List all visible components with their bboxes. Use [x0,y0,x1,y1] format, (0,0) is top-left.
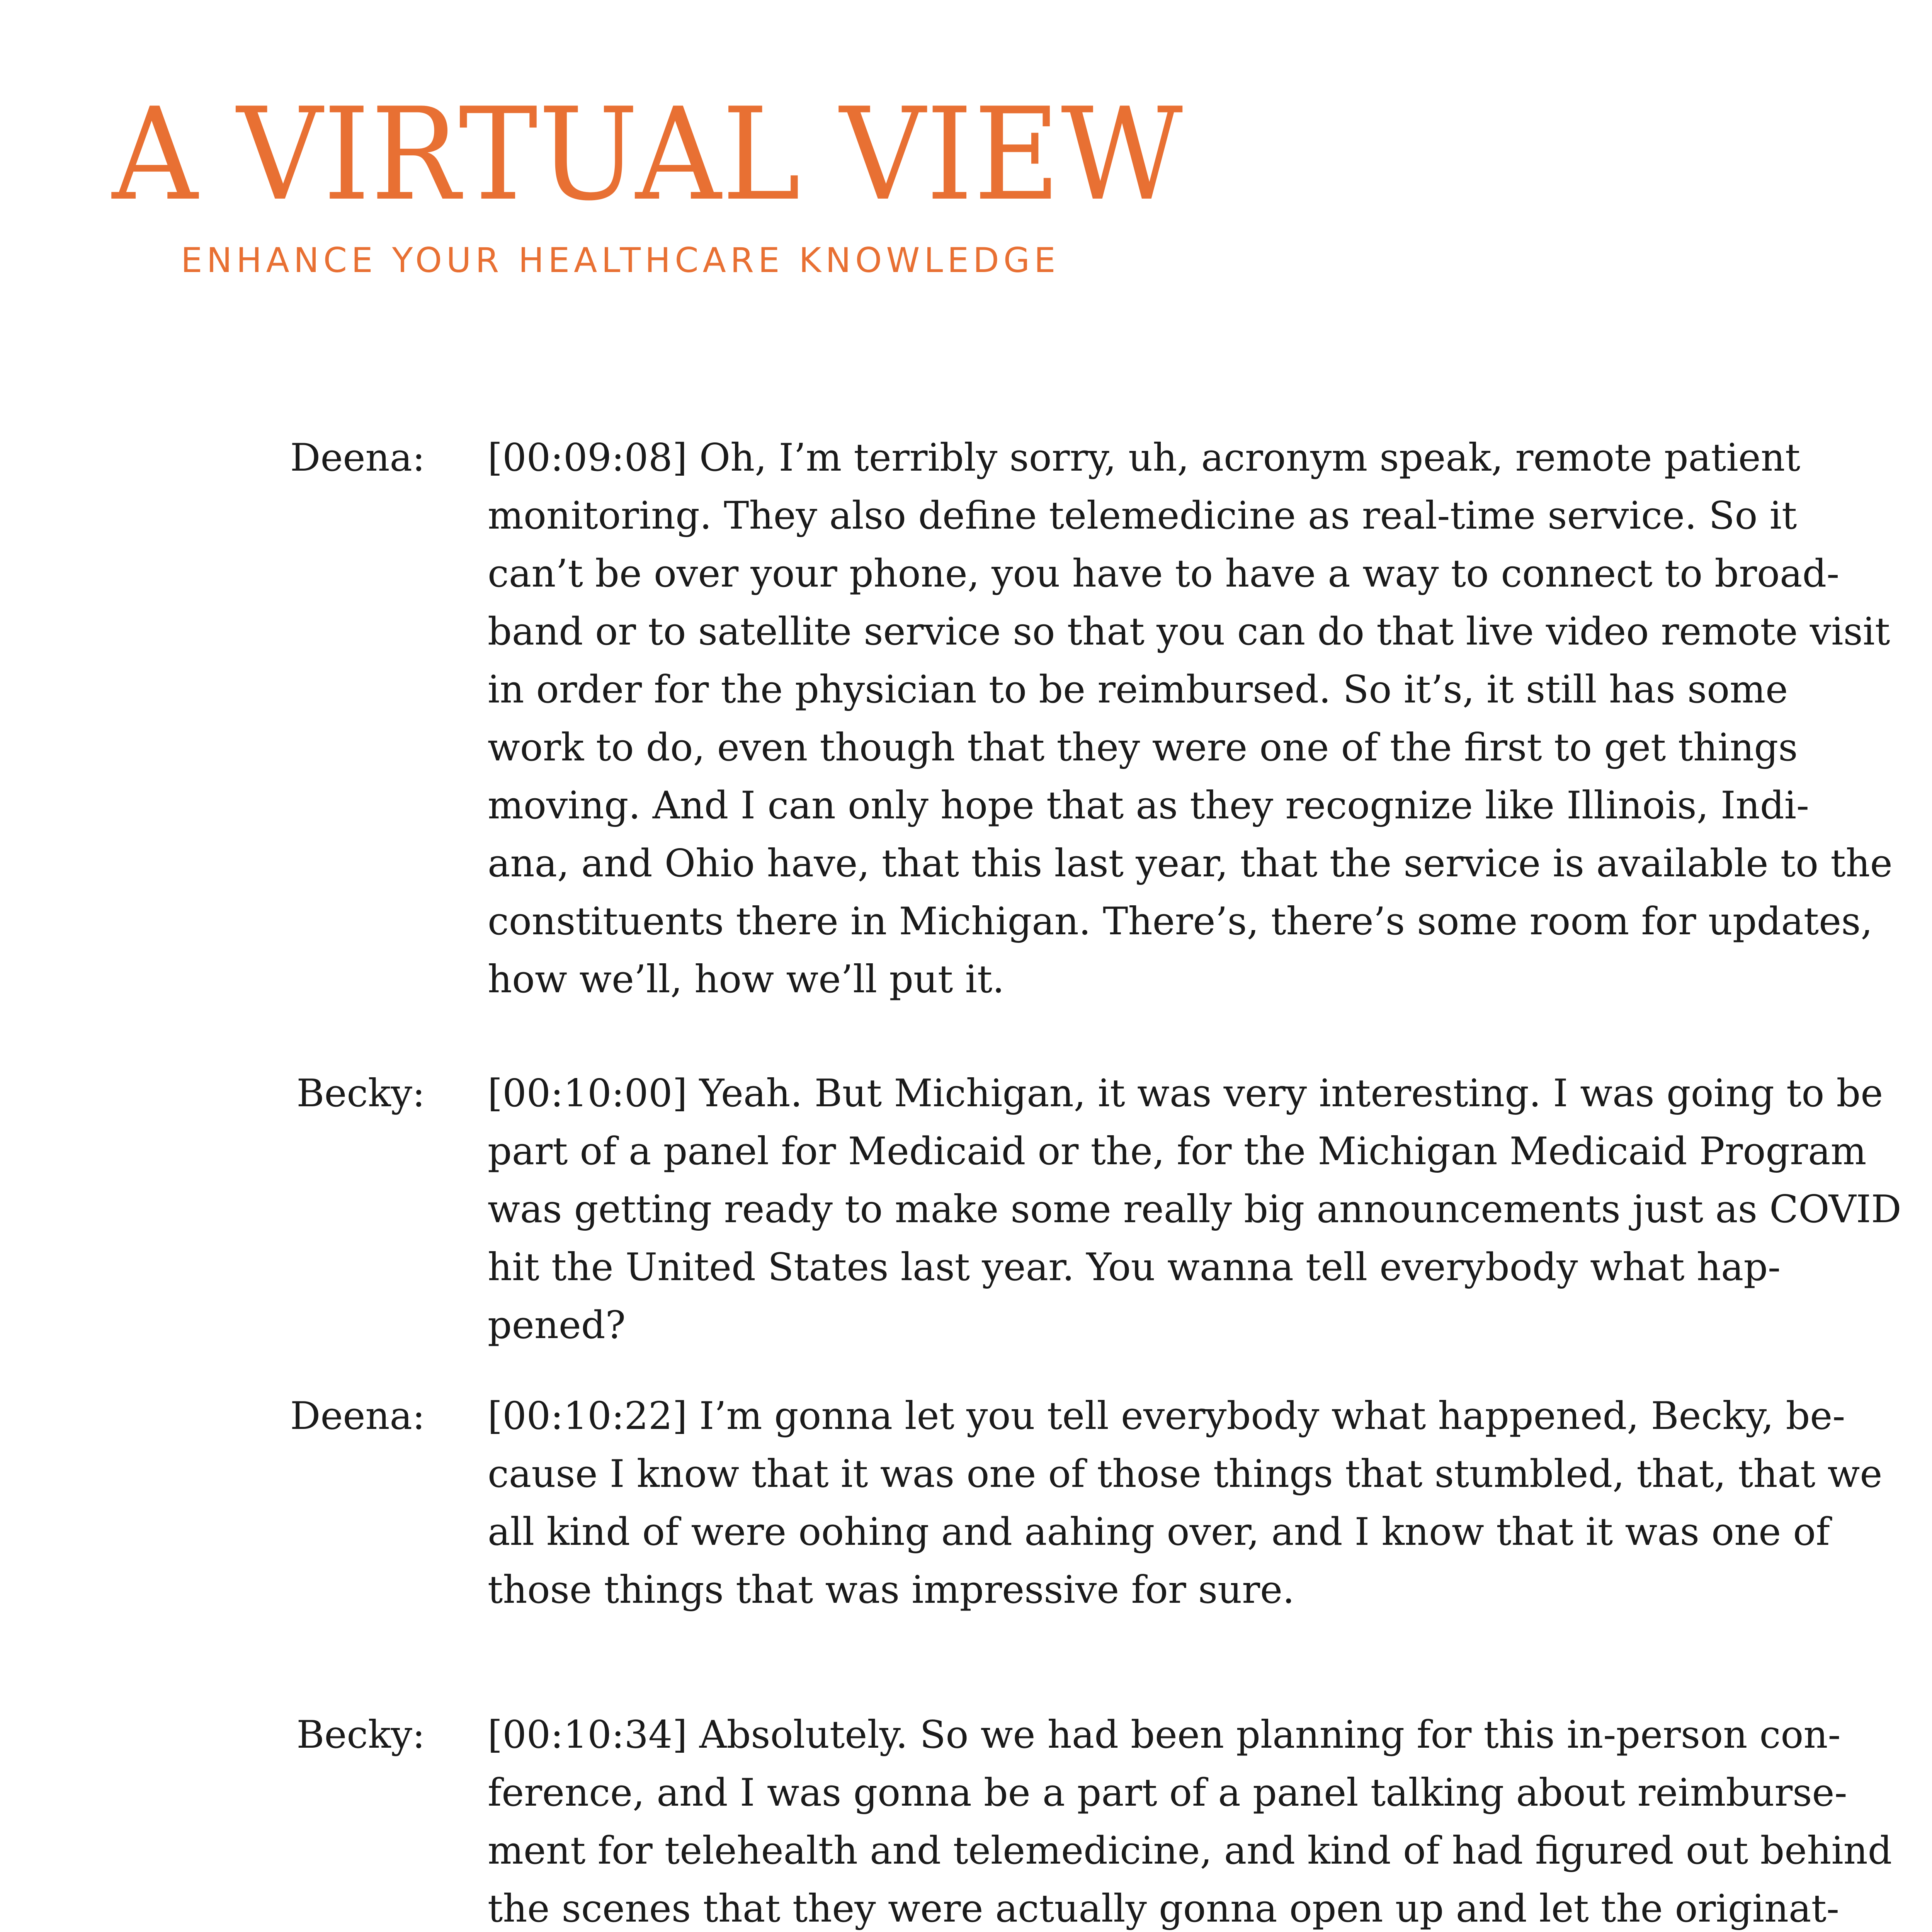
speech-line: can’t be over your phone, you have to have a way to connect to broad- [488,552,1840,596]
speech-text [488,1706,1892,1932]
speech-line: all kind of were oohing and aahing over, and I know that it was one of [488,1510,1830,1554]
speech-line: part of a panel for Medicaid or the, for the Michigan Medicaid Program [488,1129,1867,1173]
speaker-name: Becky: [296,1071,425,1116]
speech-line: [00:10:22] I’m gonna let you tell everybody what happened, Becky, be- [488,1394,1845,1438]
speech-line: was getting ready to make some really big announcements just as COVID [488,1187,1901,1231]
speech-line: band or to satellite service so that you can do that live video remote visit [488,610,1890,654]
speech-line: [00:10:00] Yeah. But Michigan, it was very interesting. I was going to be [488,1071,1883,1116]
speech-line: work to do, even though that they were one of the first to get things [488,726,1798,770]
speech-line: the scenes that they were actually gonna open up and let the originat- [488,1887,1839,1931]
speech-line: [00:09:08] Oh, I’m terribly sorry, uh, acronym speak, remote patient [488,436,1801,480]
speech-line: [00:10:34] Absolutely. So we had been planning for this in-person con- [488,1713,1841,1757]
speech-text [488,429,1893,1009]
speaker-name: Deena: [290,436,425,480]
speech-line: monitoring. They also define telemedicine as real-time service. So it [488,494,1797,538]
speaker-name: Becky: [296,1713,425,1757]
speech-line: constituents there in Michigan. There’s, there’s some room for updates, [488,900,1873,944]
speech-line: moving. And I can only hope that as they recognize like Illinois, Indi- [488,784,1810,828]
speech-line: in order for the physician to be reimbursed. So it’s, it still has some [488,668,1788,712]
speech-line: how we’ll, how we’ll put it. [488,957,1005,1002]
page-subtitle: ENHANCE YOUR HEALTHCARE KNOWLEDGE [181,240,1060,280]
speech-line: hit the United States last year. You wanna tell everybody what hap- [488,1245,1781,1289]
page-title: A VIRTUAL VIEW [112,80,1184,229]
speech-line: ference, and I was gonna be a part of a panel talking about reimburse- [488,1771,1847,1815]
speech-text [488,1387,1883,1619]
speaker-name: Deena: [290,1394,425,1438]
speech-line: ment for telehealth and telemedicine, and kind of had figured out behind [488,1829,1892,1873]
speech-line: cause I know that it was one of those things that stumbled, that, that we [488,1452,1883,1496]
speech-line: those things that was impressive for sure. [488,1568,1295,1612]
speech-line: ana, and Ohio have, that this last year, that the service is available to the [488,842,1893,886]
speech-line: pened? [488,1303,626,1347]
speech-text [488,1065,1901,1354]
